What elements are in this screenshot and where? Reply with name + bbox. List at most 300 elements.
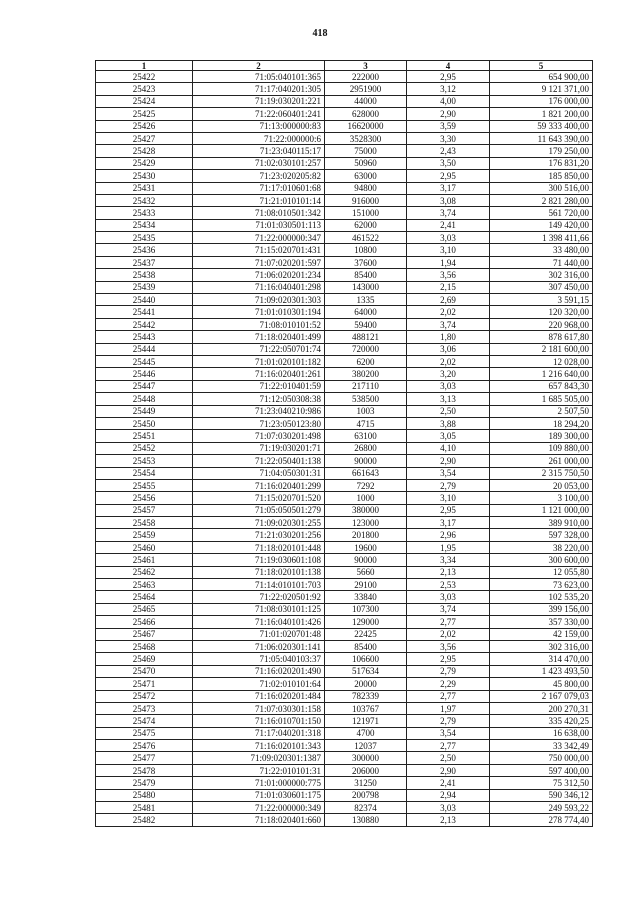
rate-cell: 2,95 [407, 71, 490, 83]
table-row [96, 702, 593, 714]
table-row [96, 281, 593, 293]
value-cell: 2 821 280,00 [490, 194, 593, 206]
cadastral-number-cell: 71:22:010101:31 [193, 764, 325, 776]
cadastral-number-cell: 71:23:020205:82 [193, 170, 325, 182]
cadastral-number-cell: 71:22:000000:6 [193, 132, 325, 144]
rate-cell: 3,03 [407, 591, 490, 603]
table-row [96, 306, 593, 318]
cadastral-number-cell: 71:19:030601:108 [193, 554, 325, 566]
table-row [96, 715, 593, 727]
area-cell: 517634 [325, 665, 407, 677]
rate-cell: 1,97 [407, 702, 490, 714]
row-number-cell: 25482 [96, 814, 193, 826]
area-cell: 200798 [325, 789, 407, 801]
cadastral-number-cell: 71:15:020701:431 [193, 244, 325, 256]
row-number-cell: 25478 [96, 764, 193, 776]
cadastral-number-cell: 71:02:010101:64 [193, 678, 325, 690]
table-row [96, 343, 593, 355]
table-row [96, 566, 593, 578]
row-number-cell: 25476 [96, 740, 193, 752]
row-number-cell: 25432 [96, 194, 193, 206]
table-row [96, 591, 593, 603]
cadastral-number-cell: 71:01:030601:175 [193, 789, 325, 801]
table-body [96, 71, 593, 827]
row-number-cell: 25451 [96, 430, 193, 442]
table-row [96, 467, 593, 479]
table-row [96, 83, 593, 95]
value-cell: 1 398 411,66 [490, 232, 593, 244]
cadastral-number-cell: 71:22:050401:138 [193, 455, 325, 467]
cadastral-number-cell: 71:16:020201:484 [193, 690, 325, 702]
value-cell: 307 450,00 [490, 281, 593, 293]
value-cell: 33 342,49 [490, 740, 593, 752]
cadastral-number-cell: 71:23:050123:80 [193, 417, 325, 429]
area-cell: 380200 [325, 368, 407, 380]
row-number-cell: 25469 [96, 653, 193, 665]
area-cell: 121971 [325, 715, 407, 727]
area-cell: 201800 [325, 529, 407, 541]
area-cell: 916000 [325, 194, 407, 206]
rate-cell: 3,30 [407, 132, 490, 144]
value-cell: 2 181 600,00 [490, 343, 593, 355]
value-cell: 561 720,00 [490, 207, 593, 219]
row-number-cell: 25475 [96, 727, 193, 739]
table-row [96, 554, 593, 566]
value-cell: 45 800,00 [490, 678, 593, 690]
rate-cell: 2,96 [407, 529, 490, 541]
row-number-cell: 25472 [96, 690, 193, 702]
row-number-cell: 25427 [96, 132, 193, 144]
table-row [96, 132, 593, 144]
value-cell: 335 420,25 [490, 715, 593, 727]
table-row [96, 653, 593, 665]
cadastral-number-cell: 71:01:020701:48 [193, 628, 325, 640]
rate-cell: 3,03 [407, 802, 490, 814]
value-cell: 1 216 640,00 [490, 368, 593, 380]
value-cell: 654 900,00 [490, 71, 593, 83]
rate-cell: 3,56 [407, 269, 490, 281]
rate-cell: 2,79 [407, 665, 490, 677]
row-number-cell: 25454 [96, 467, 193, 479]
value-cell: 597 400,00 [490, 764, 593, 776]
row-number-cell: 25431 [96, 182, 193, 194]
value-cell: 1 685 505,00 [490, 393, 593, 405]
area-cell: 222000 [325, 71, 407, 83]
rate-cell: 2,41 [407, 777, 490, 789]
row-number-cell: 25456 [96, 492, 193, 504]
row-number-cell: 25463 [96, 579, 193, 591]
table-row [96, 331, 593, 343]
cadastral-number-cell: 71:23:040210:986 [193, 405, 325, 417]
area-cell: 37600 [325, 256, 407, 268]
value-cell: 59 333 400,00 [490, 120, 593, 132]
table-row [96, 294, 593, 306]
value-cell: 1 821 200,00 [490, 108, 593, 120]
rate-cell: 3,08 [407, 194, 490, 206]
value-cell: 11 643 390,00 [490, 132, 593, 144]
cadastral-number-cell: 71:01:000000:775 [193, 777, 325, 789]
cadastral-number-cell: 71:23:040115:17 [193, 145, 325, 157]
row-number-cell: 25467 [96, 628, 193, 640]
area-cell: 461522 [325, 232, 407, 244]
table-row [96, 244, 593, 256]
rate-cell: 2,77 [407, 690, 490, 702]
value-cell: 590 346,12 [490, 789, 593, 801]
value-cell: 3 591,15 [490, 294, 593, 306]
table-row [96, 479, 593, 491]
area-cell: 64000 [325, 306, 407, 318]
rate-cell: 2,50 [407, 405, 490, 417]
rate-cell: 2,50 [407, 752, 490, 764]
value-cell: 12 028,00 [490, 355, 593, 367]
table-row [96, 108, 593, 120]
rate-cell: 2,95 [407, 504, 490, 516]
value-cell: 176 831,20 [490, 157, 593, 169]
area-cell: 44000 [325, 95, 407, 107]
cadastral-number-cell: 71:12:050308:38 [193, 393, 325, 405]
area-cell: 380000 [325, 504, 407, 516]
cadastral-number-cell: 71:22:010401:59 [193, 380, 325, 392]
value-cell: 109 880,00 [490, 442, 593, 454]
rate-cell: 2,90 [407, 764, 490, 776]
table-row [96, 170, 593, 182]
area-cell: 782339 [325, 690, 407, 702]
rate-cell: 2,53 [407, 579, 490, 591]
cadastral-number-cell: 71:05:040101:365 [193, 71, 325, 83]
value-cell: 20 053,00 [490, 479, 593, 491]
value-cell: 75 312,50 [490, 777, 593, 789]
rate-cell: 2,79 [407, 479, 490, 491]
area-cell: 94800 [325, 182, 407, 194]
table-row [96, 442, 593, 454]
table-row [96, 145, 593, 157]
cadastral-number-cell: 71:13:000000:83 [193, 120, 325, 132]
rate-cell: 2,95 [407, 653, 490, 665]
rate-cell: 2,94 [407, 789, 490, 801]
value-cell: 120 320,00 [490, 306, 593, 318]
table-row [96, 318, 593, 330]
value-cell: 249 593,22 [490, 802, 593, 814]
area-cell: 85400 [325, 269, 407, 281]
value-cell: 878 617,80 [490, 331, 593, 343]
rate-cell: 4,00 [407, 95, 490, 107]
rate-cell: 3,17 [407, 182, 490, 194]
value-cell: 750 000,00 [490, 752, 593, 764]
area-cell: 1335 [325, 294, 407, 306]
value-cell: 189 300,00 [490, 430, 593, 442]
cadastral-number-cell: 71:16:040401:298 [193, 281, 325, 293]
value-cell: 185 850,00 [490, 170, 593, 182]
value-cell: 357 330,00 [490, 616, 593, 628]
value-cell: 389 910,00 [490, 517, 593, 529]
rate-cell: 2,79 [407, 715, 490, 727]
rate-cell: 3,59 [407, 120, 490, 132]
column-header: 3 [325, 61, 407, 71]
rate-cell: 4,10 [407, 442, 490, 454]
rate-cell: 3,88 [407, 417, 490, 429]
area-cell: 3528300 [325, 132, 407, 144]
row-number-cell: 25466 [96, 616, 193, 628]
row-number-cell: 25446 [96, 368, 193, 380]
cadastral-number-cell: 71:01:030501:113 [193, 219, 325, 231]
area-cell: 4700 [325, 727, 407, 739]
area-cell: 661643 [325, 467, 407, 479]
rate-cell: 2,15 [407, 281, 490, 293]
rate-cell: 3,10 [407, 244, 490, 256]
rate-cell: 1,80 [407, 331, 490, 343]
value-cell: 18 294,20 [490, 417, 593, 429]
row-number-cell: 25433 [96, 207, 193, 219]
cadastral-number-cell: 71:19:030201:71 [193, 442, 325, 454]
row-number-cell: 25425 [96, 108, 193, 120]
value-cell: 220 968,00 [490, 318, 593, 330]
cadastral-number-cell: 71:21:010101:14 [193, 194, 325, 206]
row-number-cell: 25450 [96, 417, 193, 429]
table-row [96, 727, 593, 739]
rate-cell: 3,03 [407, 380, 490, 392]
row-number-cell: 25473 [96, 702, 193, 714]
cadastral-number-cell: 71:16:020201:490 [193, 665, 325, 677]
value-cell: 597 328,00 [490, 529, 593, 541]
value-cell: 2 315 750,50 [490, 467, 593, 479]
cadastral-number-cell: 71:14:010101:703 [193, 579, 325, 591]
area-cell: 75000 [325, 145, 407, 157]
row-number-cell: 25455 [96, 479, 193, 491]
value-cell: 200 270,31 [490, 702, 593, 714]
area-cell: 6200 [325, 355, 407, 367]
area-cell: 628000 [325, 108, 407, 120]
value-cell: 12 055,80 [490, 566, 593, 578]
table-row [96, 640, 593, 652]
cadastral-number-cell: 71:18:020401:660 [193, 814, 325, 826]
rate-cell: 3,03 [407, 232, 490, 244]
table-row [96, 541, 593, 553]
row-number-cell: 25422 [96, 71, 193, 83]
table-row [96, 232, 593, 244]
rate-cell: 2,41 [407, 219, 490, 231]
rate-cell: 3,12 [407, 83, 490, 95]
cadastral-number-cell: 71:07:030301:158 [193, 702, 325, 714]
row-number-cell: 25434 [96, 219, 193, 231]
table-header-row [96, 61, 593, 71]
cadastral-number-cell: 71:17:040201:318 [193, 727, 325, 739]
cadastral-number-cell: 71:09:020301:1387 [193, 752, 325, 764]
value-cell: 399 156,00 [490, 603, 593, 615]
table-row [96, 616, 593, 628]
cadastral-number-cell: 71:16:010701:150 [193, 715, 325, 727]
cadastral-number-cell: 71:16:040101:426 [193, 616, 325, 628]
column-header: 4 [407, 61, 490, 71]
value-cell: 1 121 000,00 [490, 504, 593, 516]
table-row [96, 690, 593, 702]
area-cell: 16620000 [325, 120, 407, 132]
row-number-cell: 25461 [96, 554, 193, 566]
row-number-cell: 25426 [96, 120, 193, 132]
cadastral-number-cell: 71:08:010101:52 [193, 318, 325, 330]
row-number-cell: 25452 [96, 442, 193, 454]
value-cell: 314 470,00 [490, 653, 593, 665]
cadastral-number-cell: 71:07:030201:498 [193, 430, 325, 442]
area-cell: 720000 [325, 343, 407, 355]
value-cell: 179 250,00 [490, 145, 593, 157]
rate-cell: 3,17 [407, 517, 490, 529]
table-row [96, 157, 593, 169]
table-row [96, 665, 593, 677]
cadastral-number-cell: 71:08:030101:125 [193, 603, 325, 615]
table-row [96, 182, 593, 194]
rate-cell: 3,50 [407, 157, 490, 169]
area-cell: 106600 [325, 653, 407, 665]
table-row [96, 194, 593, 206]
column-header: 2 [193, 61, 325, 71]
value-cell: 102 535,20 [490, 591, 593, 603]
rate-cell: 2,13 [407, 566, 490, 578]
rate-cell: 2,13 [407, 814, 490, 826]
rate-cell: 1,95 [407, 541, 490, 553]
row-number-cell: 25471 [96, 678, 193, 690]
table-row [96, 355, 593, 367]
table-row [96, 789, 593, 801]
table-row [96, 71, 593, 83]
row-number-cell: 25468 [96, 640, 193, 652]
cadastral-number-cell: 71:22:020501:92 [193, 591, 325, 603]
area-cell: 85400 [325, 640, 407, 652]
row-number-cell: 25442 [96, 318, 193, 330]
area-cell: 107300 [325, 603, 407, 615]
area-cell: 1003 [325, 405, 407, 417]
value-cell: 657 843,30 [490, 380, 593, 392]
rate-cell: 3,05 [407, 430, 490, 442]
area-cell: 20000 [325, 678, 407, 690]
cadastral-number-cell: 71:17:010601:68 [193, 182, 325, 194]
table-row [96, 417, 593, 429]
rate-cell: 2,77 [407, 740, 490, 752]
area-cell: 538500 [325, 393, 407, 405]
area-cell: 90000 [325, 554, 407, 566]
table-row [96, 579, 593, 591]
rate-cell: 2,02 [407, 306, 490, 318]
cadastral-number-cell: 71:01:020101:182 [193, 355, 325, 367]
area-cell: 5660 [325, 566, 407, 578]
column-header: 5 [490, 61, 593, 71]
data-table [95, 60, 593, 827]
area-cell: 19600 [325, 541, 407, 553]
cadastral-number-cell: 71:17:040201:305 [193, 83, 325, 95]
cadastral-number-cell: 71:02:030101:257 [193, 157, 325, 169]
cadastral-number-cell: 71:21:030201:256 [193, 529, 325, 541]
cadastral-number-cell: 71:06:020201:234 [193, 269, 325, 281]
row-number-cell: 25453 [96, 455, 193, 467]
row-number-cell: 25428 [96, 145, 193, 157]
table-row [96, 120, 593, 132]
row-number-cell: 25477 [96, 752, 193, 764]
area-cell: 300000 [325, 752, 407, 764]
cadastral-number-cell: 71:16:020101:343 [193, 740, 325, 752]
table-row [96, 207, 593, 219]
cadastral-number-cell: 71:05:050501:279 [193, 504, 325, 516]
cadastral-number-cell: 71:18:020401:499 [193, 331, 325, 343]
row-number-cell: 25444 [96, 343, 193, 355]
area-cell: 63100 [325, 430, 407, 442]
row-number-cell: 25449 [96, 405, 193, 417]
value-cell: 9 121 371,00 [490, 83, 593, 95]
cadastral-number-cell: 71:01:010301:194 [193, 306, 325, 318]
value-cell: 16 638,00 [490, 727, 593, 739]
area-cell: 4715 [325, 417, 407, 429]
area-cell: 22425 [325, 628, 407, 640]
page-number: 418 [312, 28, 328, 39]
area-cell: 29100 [325, 579, 407, 591]
cadastral-number-cell: 71:07:020201:597 [193, 256, 325, 268]
row-number-cell: 25430 [96, 170, 193, 182]
row-number-cell: 25464 [96, 591, 193, 603]
area-cell: 90000 [325, 455, 407, 467]
row-number-cell: 25438 [96, 269, 193, 281]
table-row [96, 368, 593, 380]
row-number-cell: 25480 [96, 789, 193, 801]
area-cell: 26800 [325, 442, 407, 454]
rate-cell: 2,02 [407, 628, 490, 640]
value-cell: 176 000,00 [490, 95, 593, 107]
table-row [96, 752, 593, 764]
area-cell: 12037 [325, 740, 407, 752]
value-cell: 38 220,00 [490, 541, 593, 553]
area-cell: 123000 [325, 517, 407, 529]
area-cell: 1000 [325, 492, 407, 504]
rate-cell: 3,74 [407, 603, 490, 615]
row-number-cell: 25465 [96, 603, 193, 615]
table-row [96, 529, 593, 541]
cadastral-number-cell: 71:15:020701:520 [193, 492, 325, 504]
value-cell: 2 507,50 [490, 405, 593, 417]
row-number-cell: 25481 [96, 802, 193, 814]
rate-cell: 3,20 [407, 368, 490, 380]
area-cell: 7292 [325, 479, 407, 491]
table-row [96, 628, 593, 640]
row-number-cell: 25462 [96, 566, 193, 578]
area-cell: 62000 [325, 219, 407, 231]
rate-cell: 2,43 [407, 145, 490, 157]
row-number-cell: 25439 [96, 281, 193, 293]
table-row [96, 802, 593, 814]
row-number-cell: 25470 [96, 665, 193, 677]
area-cell: 33840 [325, 591, 407, 603]
table-row [96, 764, 593, 776]
area-cell: 151000 [325, 207, 407, 219]
table-row [96, 430, 593, 442]
row-number-cell: 25441 [96, 306, 193, 318]
table-row [96, 256, 593, 268]
value-cell: 300 516,00 [490, 182, 593, 194]
area-cell: 59400 [325, 318, 407, 330]
table-row [96, 777, 593, 789]
table-row [96, 269, 593, 281]
cadastral-number-cell: 71:04:050301:31 [193, 467, 325, 479]
area-cell: 130880 [325, 814, 407, 826]
row-number-cell: 25479 [96, 777, 193, 789]
table-row [96, 517, 593, 529]
area-cell: 82374 [325, 802, 407, 814]
rate-cell: 3,10 [407, 492, 490, 504]
area-cell: 129000 [325, 616, 407, 628]
area-cell: 488121 [325, 331, 407, 343]
row-number-cell: 25423 [96, 83, 193, 95]
value-cell: 149 420,00 [490, 219, 593, 231]
rate-cell: 3,34 [407, 554, 490, 566]
row-number-cell: 25447 [96, 380, 193, 392]
row-number-cell: 25448 [96, 393, 193, 405]
value-cell: 1 423 493,50 [490, 665, 593, 677]
